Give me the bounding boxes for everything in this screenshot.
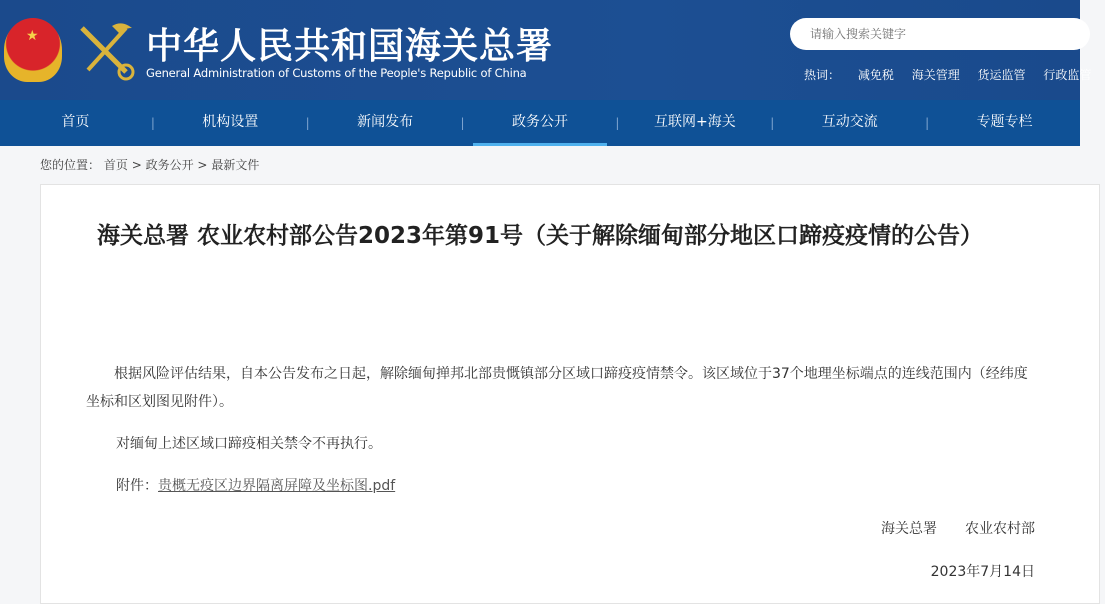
hot-words [804, 66, 1105, 83]
nav-separator: | [460, 116, 465, 130]
nav-separator: | [305, 116, 310, 130]
signature: 海关总署 农业农村部 [881, 521, 1035, 537]
nav-organization[interactable]: 机构设置 [202, 114, 259, 130]
article-title: 海关总署 农业农村部公告2023年第91号（关于解除缅甸部分地区口蹄疫疫情的公告） [96, 223, 984, 249]
nav-separator: | [615, 116, 620, 130]
nav-news[interactable]: 新闻发布 [357, 114, 414, 130]
site-title-en: General Administration of Customs of the People's Republic of China [146, 66, 527, 80]
breadcrumb-government-affairs[interactable]: 政务公开 [145, 158, 194, 172]
article-paragraph: 对缅甸上述区域口蹄疫相关禁令不再执行。 [116, 436, 382, 452]
nav-separator: | [770, 116, 775, 130]
nav-separator: | [150, 116, 155, 130]
article-paragraph: 根据风险评估结果，自本公告发布之日起，解除缅甸掸邦北部贵慨镇部分区域口蹄疫疫情禁令。该区域位于37个地理坐标端点的连线范围内（经纬度坐标和区划图见附件）。 [86, 366, 1028, 410]
customs-emblem-icon [76, 20, 136, 82]
nav-special-topics[interactable]: 专题专栏 [976, 114, 1033, 130]
breadcrumb-latest-docs[interactable]: 最新文件 [211, 158, 260, 172]
nav-internet-customs[interactable]: 互联网+海关 [653, 114, 736, 130]
attachment-label: 附件： [116, 478, 158, 494]
national-emblem-icon: ★ [4, 18, 62, 82]
site-header [0, 0, 1092, 100]
attachment-link[interactable]: 贵概无疫区边界隔离屏障及坐标图.pdf [158, 478, 396, 494]
nav-government-affairs[interactable]: 政务公开 [465, 100, 616, 146]
hot-word-link[interactable]: 货运监管 [977, 68, 1026, 82]
breadcrumb-sep: > [197, 158, 208, 172]
breadcrumb-sep: > [131, 158, 142, 172]
hot-word-link[interactable]: 行政监管 [1043, 68, 1092, 82]
breadcrumb-label: 您的位置： [40, 158, 101, 172]
nav-separator: | [925, 116, 930, 130]
search-input[interactable] [790, 18, 1090, 50]
main-nav [0, 100, 1080, 146]
hot-word-link[interactable]: 海关管理 [911, 68, 960, 82]
breadcrumb-home[interactable]: 首页 [103, 158, 128, 172]
nav-home[interactable]: 首页 [61, 114, 90, 130]
nav-interaction[interactable]: 互动交流 [821, 114, 878, 130]
site-title-cn: 中华人民共和国海关总署 [146, 25, 554, 67]
attachment [88, 472, 1043, 500]
breadcrumb [40, 156, 259, 173]
hot-word-link[interactable]: 减免税 [857, 68, 894, 82]
hot-words-label: 热词： [804, 68, 841, 82]
publish-date: 2023年7月14日 [930, 564, 1035, 580]
